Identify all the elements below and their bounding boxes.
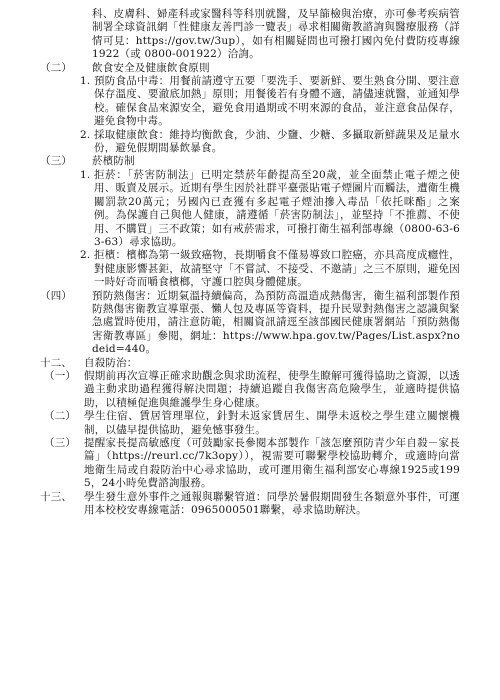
section-13-marker: 十三、 [40, 490, 73, 503]
section-2-item-2 [40, 129, 460, 156]
intro-paragraph [40, 8, 460, 62]
item-text: 拒檳：檳榔為第一級致癌物，長期嚼食不僅易導致口腔癌，亦具高度成癮性，對健康影響甚鉅，故請堅守「不嘗試、不接受、不邀請」之三不原則，避免因一時好奇而嚼食檳榔，守護口腔與身體健康。 [94, 249, 460, 289]
section-3-item-2 [40, 249, 460, 289]
section-2-item-1 [40, 75, 460, 129]
item-marker: 2. [80, 249, 91, 262]
item-marker: （一） [44, 369, 77, 382]
item-marker: （二） [44, 410, 77, 423]
section-13-paragraph [40, 491, 460, 518]
section-13-text: 學生發生意外事件之通報與聯繫管道：同學於暑假期間發生各類意外事件，可運用本校校安專線電話：0965000501聯繫，尋求協助解決。 [84, 490, 460, 517]
section-12-heading [40, 357, 460, 370]
item-marker: 1. [80, 168, 91, 181]
section-2-marker: （二） [40, 61, 73, 74]
section-12-title: 自殺防治： [84, 356, 138, 369]
section-3-marker: （三） [40, 155, 73, 168]
item-text: 假期前再次宣導正確求助觀念與求助流程，使學生瞭解可獲得協助之資源，以透過主動求助過程獲得解決問題；持續追蹤自我傷害高危險學生，並適時提供協助，以積極促進與維護學生身心健康。 [84, 369, 460, 409]
section-2-heading [40, 62, 460, 75]
section-3-heading [40, 155, 460, 168]
section-2-title: 飲食安全及健康飲食原則 [92, 61, 210, 74]
section-4-marker: （四） [40, 289, 73, 302]
section-4-paragraph [40, 290, 460, 357]
item-text: 預防食品中毒：用餐前請遵守五要「要洗手、要新鮮、要生熟食分開、要注意保存溫度、要澈底加熱」原則；用餐後若有身體不適，請儘速就醫，並通知學校。確保食品來源安全，避免食用過期或不明來源的食品，並注意食品保存，避免食物中毒。 [94, 75, 460, 128]
section-12-marker: 十二、 [40, 356, 73, 369]
item-text: 採取健康飲食：維持均衡飲食，少油、少鹽、少糖、多攝取新鮮蔬果及足量水份，避免假期間暴飲暴食。 [94, 128, 460, 155]
intro-text: 科、皮膚科、婦產科或家醫科等科別就醫，及早篩檢與治療，亦可參考疾病管制署全球資訊網「性健康友善門診一覽表」尋求相關衛教諮詢與醫療服務（詳情可見：https://gov.tw/3up），如有相關疑問也可撥打國內免付費防疫專線1922（或 0800-001922）洽詢。 [92, 8, 460, 61]
section-12-item-3 [40, 437, 460, 491]
item-marker: （三） [44, 437, 77, 449]
item-text: 拒菸：「菸害防制法」已明定禁菸年齡提高至20歲，並全面禁止電子煙之使用、販賣及展示。近期有學生因於社群平臺張貼電子煙圖片而觸法，遭衛生機關罰款20萬元；另國內已查獲有多起電子煙油摻入毒品「依托咪酯」之案例。為保護自己與他人健康，請遵循「菸害防制法」，並堅持「不推薦、不使用、不購買」三不政策；如有戒菸需求，可撥打衛生福利部專線（0800-63-63-63）尋求協助。 [94, 168, 460, 248]
section-4-text: 預防熱傷害：近期氣溫持續偏高，為預防高溫造成熱傷害，衛生福利部製作預防熱傷害衛教宣導單張、懶人包及專區等資料，提升民眾對熱傷害之認識與緊急處置時使用，請注意防範，相關資訊請逕至該部國民健康署網站「預防熱傷害衛教專區」參閱，網址：https://www.hpa.gov.tw/Pages/List.aspx?nodeid=440。 [92, 289, 460, 356]
item-marker: 1. [80, 75, 91, 88]
section-12-item-1 [40, 370, 460, 410]
item-text: 提醒家長提高敏感度（可鼓勵家長參閱本部製作「該怎麼預防青少年自殺－家長篇」（https://reurl.cc/7k3opy）），視需要可聯繫學校協助轉介，或適時向當地衛生局或自殺防治中心尋求協助，或可運用衛生福利部安心專線1925或1995，24小時免費諮詢服務。 [84, 437, 460, 490]
section-12-item-2 [40, 410, 460, 437]
item-text: 學生住宿、賃居管理單位，針對未返家賃居生、開學未返校之學生建立關懷機制，以儘早提供協助，避免憾事發生。 [84, 410, 460, 436]
section-3-title: 菸檳防制 [92, 155, 135, 168]
section-3-item-1 [40, 169, 460, 249]
item-marker: 2. [80, 128, 91, 141]
